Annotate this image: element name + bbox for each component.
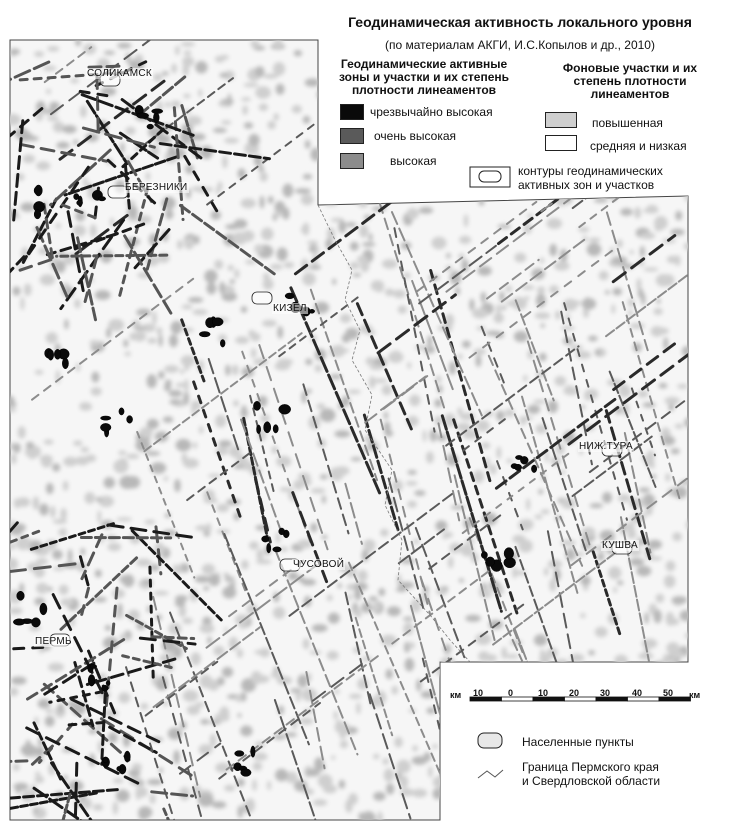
swatch-high <box>340 128 364 144</box>
map-title: Геодинамическая активность локального уровня <box>348 14 692 30</box>
scale-segment <box>502 697 534 701</box>
swatch-very-high <box>340 104 364 120</box>
background-legend-heading <box>540 62 720 101</box>
zones-heading-line-1: Геодинамические активные <box>340 57 508 71</box>
scale-unit-right: км <box>689 690 701 700</box>
zones-heading-line-3: плотности линеаментов <box>351 83 497 97</box>
town-label-berezniki: БЕРЕЗНИКИ <box>125 182 188 193</box>
border-label-line-1: Граница Пермского края <box>522 760 659 774</box>
town-label-solikamsk: СОЛИКАМСК <box>87 68 152 79</box>
scale-tick-label: 10 <box>538 688 549 698</box>
scale-tick-label: 40 <box>632 688 643 698</box>
town-label-kizel: КИЗЕЛ <box>273 303 307 314</box>
town-label-nizh-tura: НИЖ.ТУРА <box>579 441 633 452</box>
contours-label-line-2: активных зон и участков <box>518 178 655 192</box>
swatch-medium <box>340 153 364 169</box>
town-label-kushva: КУШВА <box>602 540 638 551</box>
swatch-low <box>545 135 577 151</box>
zones-legend-heading <box>318 58 530 97</box>
border-label-line-2: и Свердловской области <box>522 774 661 788</box>
settlement-symbol-legend <box>478 733 502 748</box>
scale-tick-label: 10 <box>473 688 484 698</box>
legend-contours-label <box>518 164 663 192</box>
background-heading-line-1: Фоновые участки и их <box>562 61 698 75</box>
scale-tick-label: 50 <box>663 688 674 698</box>
legend-high-label: очень высокая <box>374 129 457 143</box>
town-label-perm: ПЕРМЬ <box>35 636 72 647</box>
background-heading-line-2: степень плотности <box>573 74 687 88</box>
scale-tick-label: 20 <box>569 688 580 698</box>
legend-medium-label: высокая <box>390 154 437 168</box>
swatch-elevated <box>545 112 577 128</box>
scale-tick-label: 0 <box>508 688 514 698</box>
legend-elevated-label: повышенная <box>592 116 663 130</box>
scale-bar <box>470 697 691 701</box>
town-label-chusovoy: ЧУСОВОЙ <box>293 559 345 570</box>
scale-unit-left: км <box>450 690 462 700</box>
background-heading-line-3: линеаментов <box>590 87 670 101</box>
zones-heading-line-2: зоны и участки и их степень <box>339 70 509 84</box>
scale-tick-label: 30 <box>600 688 611 698</box>
contours-label-line-1: контуры геодинамических <box>518 164 663 178</box>
border-legend-label <box>522 760 660 788</box>
settlements-legend-label: Населенные пункты <box>522 735 634 749</box>
map-subtitle: (по материалам АКГИ, И.С.Копылов и др., 2010) <box>385 38 655 52</box>
border-symbol-legend <box>478 770 503 778</box>
legend-very-high-label: чрезвычайно высокая <box>370 105 493 119</box>
legend-low-label: средняя и низкая <box>590 139 687 153</box>
contour-symbol-legend <box>470 167 510 187</box>
